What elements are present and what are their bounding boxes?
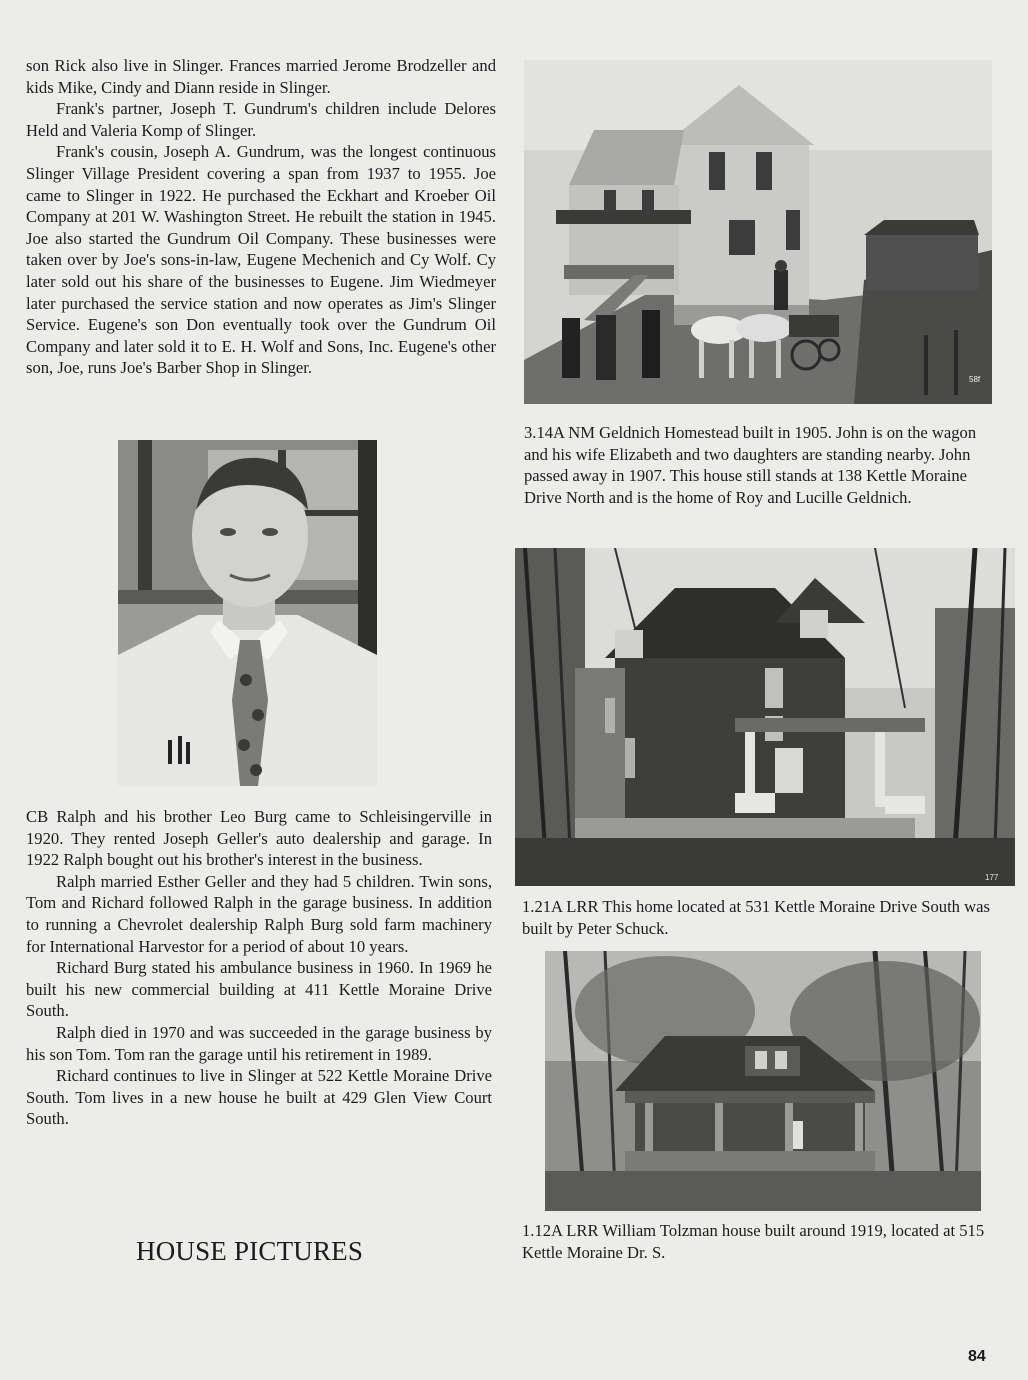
geldnich-homestead-photo xyxy=(524,60,992,404)
section-heading: HOUSE PICTURES xyxy=(136,1236,364,1266)
geldnich-homestead-illustration xyxy=(524,60,992,404)
paragraph: Frank's cousin, Joseph A. Gundrum, was the longest continuous Slinger Village President covering a span from 1937 to 1955. Joe came to Slinger in 1922. He purchased the Eckhart and Kroeber Oil Company at 201 W. Washington Street. He rebuilt the station in 1945. Joe also started the Gundrum Oil Company. These businesses were taken over by Joe's sons-in-law, Eugene Mechenich and Cy Wolf. Cy later sold out his share of the businesses to Eugene. Jim Wiedmeyer later purchased the service station and now operates as Jim's Slinger Service. Eugene's son Don eventually took over the Gundrum Oil Company and later sold it to E. H. Wolf and Sons, Inc. Eugene's other son, Joe, runs Joe's Barber Shop in Slinger. xyxy=(26,142,496,378)
schuck-photo-caption: 1.21A LRR This home located at 531 Kettle Moraine Drive South was built by Peter Schuck. xyxy=(522,897,990,938)
paragraph: son Rick also live in Slinger. Frances married Jerome Brodzeller and kids Mike, Cindy and Diann reside in Slinger. xyxy=(26,56,496,97)
schuck-house-illustration xyxy=(515,548,1015,886)
tolzman-photo-caption: 1.12A LRR William Tolzman house built around 1919, located at 515 Kettle Moraine Dr. S. xyxy=(522,1221,985,1262)
paragraph: CB Ralph and his brother Leo Burg came to Schleisingerville in 1920. They rented Joseph Geller's auto dealership and garage. In 1922 Ralph bought out his brother's interest in the business. xyxy=(26,807,492,870)
paragraph: Ralph died in 1970 and was succeeded in the garage business by his son Tom. Tom ran the garage until his retirement in 1989. xyxy=(26,1022,492,1064)
paragraph: Ralph married Esther Geller and they had 5 children. Twin sons, Tom and Richard followed Ralph in the garage business. In addition to running a Chevrolet dealership Ralph Burg sold farm machinery for International Harvestor for a period of about 10 years. xyxy=(26,871,492,956)
photo-corner-mark: 58f xyxy=(969,375,981,384)
left-column-bottom-text xyxy=(26,806,492,1130)
page-number: 84 xyxy=(968,1348,986,1365)
left-column-top-text xyxy=(26,55,496,379)
schuck-house-photo xyxy=(515,548,1015,886)
paragraph: Richard continues to live in Slinger at 522 Kettle Moraine Drive South. Tom lives in a new house he built at 429 Glen View Court South. xyxy=(26,1066,492,1129)
paragraph: Richard Burg stated his ambulance business in 1960. In 1969 he built his new commercial building at 411 Kettle Moraine Drive South. xyxy=(26,958,492,1021)
tolzman-house-photo xyxy=(545,951,981,1211)
photo-corner-mark: 177 xyxy=(985,873,999,882)
portrait-illustration xyxy=(118,440,377,786)
ralph-burg-portrait-photo xyxy=(118,440,377,786)
geldnich-photo-caption: 3.14A NM Geldnich Homestead built in 1905. John is on the wagon and his wife Elizabeth and two daughters are standing nearby. John passed away in 1907. This house still stands at 138 Kettle Moraine Drive North and is the home of Roy and Lucille Geldnich. xyxy=(524,423,977,507)
paragraph: Frank's partner, Joseph T. Gundrum's children include Delores Held and Valeria Komp of Slinger. xyxy=(26,99,496,140)
tolzman-house-illustration xyxy=(545,951,981,1211)
